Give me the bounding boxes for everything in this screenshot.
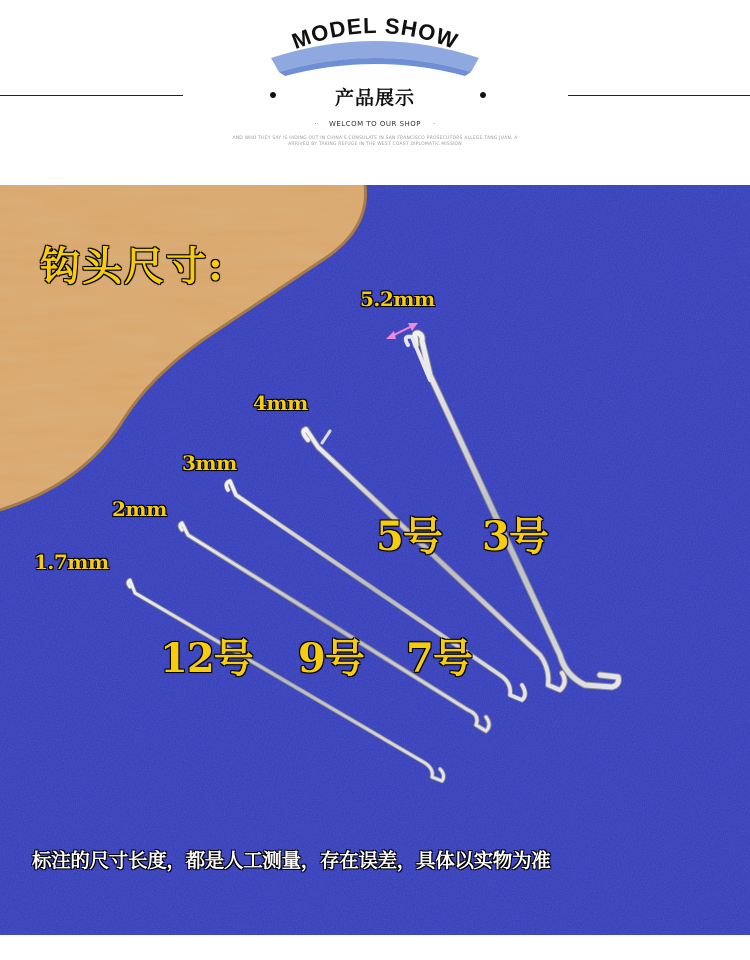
model-show-badge bbox=[265, 14, 485, 84]
size-label-4mm: 4mm bbox=[253, 391, 308, 415]
welcome-text: WELCOM TO OUR SHOP bbox=[328, 120, 422, 128]
fine-print bbox=[225, 136, 525, 148]
number-label-12: 12号 bbox=[160, 635, 253, 682]
measurement-disclaimer: 标注的尺寸长度，都是人工测量，存在误差，具体以实物为准 bbox=[32, 849, 551, 872]
welcome-dot-left: · bbox=[314, 120, 317, 128]
number-label-5: 5号 bbox=[376, 513, 442, 560]
size-label-1-7mm: 1.7mm bbox=[34, 550, 109, 574]
badge-text: MODEL SHOW bbox=[288, 14, 462, 55]
size-label-3mm: 3mm bbox=[182, 451, 237, 475]
hook-size-heading: 钩头尺寸: bbox=[40, 243, 225, 290]
fine-print-line-1: AND WHO THEY SAY IS HIDING OUT IN CHINA'S CONSULATE IN SAN FRANCISCO PROSECUTORS ALLEGE TANG JUAN, A bbox=[232, 136, 518, 141]
product-photo bbox=[0, 185, 750, 935]
number-label-3: 3号 bbox=[482, 513, 548, 560]
bullet-right bbox=[480, 92, 486, 98]
welcome-row bbox=[0, 120, 750, 128]
header bbox=[0, 0, 750, 170]
number-label-7: 7号 bbox=[406, 635, 472, 682]
number-label-9: 9号 bbox=[298, 635, 364, 682]
divider-right bbox=[568, 95, 750, 96]
welcome-dot-right: · bbox=[433, 120, 436, 128]
fine-print-line-2: ARRIVED BY TAKING REFUGE IN THE WEST COAST DIPLOMATIC MISSION bbox=[288, 142, 462, 147]
page-title: 产品展示 bbox=[334, 87, 415, 109]
size-label-2mm: 2mm bbox=[112, 497, 167, 521]
size-label-5-2mm: 5.2mm bbox=[360, 287, 435, 311]
